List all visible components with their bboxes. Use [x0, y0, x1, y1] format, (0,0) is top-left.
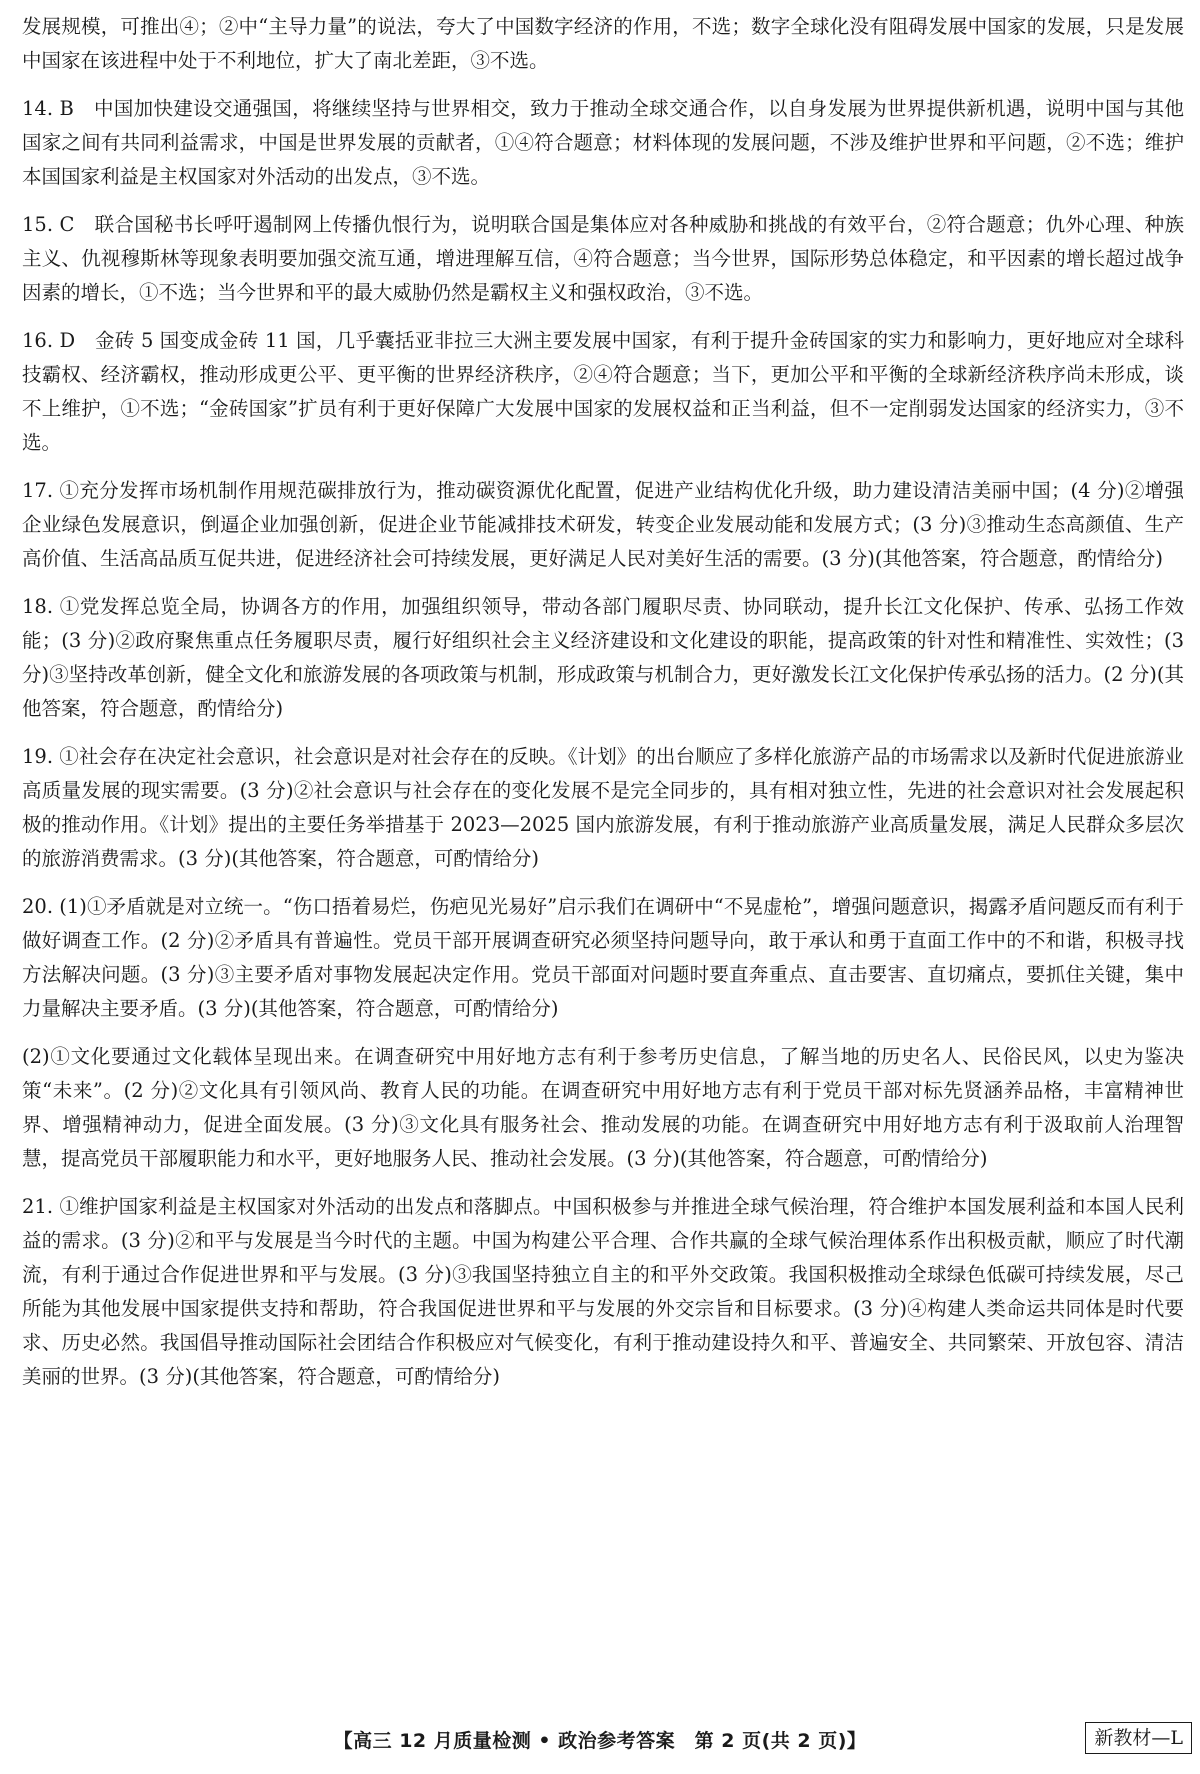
edition-badge: 新教材—L: [1085, 1722, 1192, 1754]
answer-14: 14. B 中国加快建设交通强国，将继续坚持与世界相交，致力于推动全球交通合作，以自身发展为世界提供新机遇，说明中国与其他国家之间有共同利益需求，中国是世界发展的贡献者，①④符合题意；材料体现的发展问题，不涉及维护世界和平问题，②不选；维护本国国家利益是主权国家对外活动的出发点，③不选。: [22, 97, 1184, 188]
answer-17: 17. ①充分发挥市场机制作用规范碳排放行为，推动碳资源优化配置，促进产业结构优化升级，助力建设清洁美丽中国；(4 分)②增强企业绿色发展意识，倒逼企业加强创新，促进企业节能减排技术研发，转变企业发展动能和发展方式；(3 分)③推动生态高颜值、生产高价值、生活高品质互促共进，促进经济社会可持续发展，更好满足人民对美好生活的需要。(3 分)(其他答案，符合题意，酌情给分): [22, 479, 1184, 570]
answer-20-part-1: 20. (1)①矛盾就是对立统一。“伤口捂着易烂，伤疤见光易好”启示我们在调研中“不晃虚枪”，增强问题意识，揭露矛盾问题反而有利于做好调查工作。(2 分)②矛盾具有普遍性。党员干部开展调查研究必须坚持问题导向，敢于承认和勇于直面工作中的不和谐，积极寻找方法解决问题。(3 分)③主要矛盾对事物发展起决定作用。党员干部面对问题时要直奔重点、直击要害、直切痛点，要抓住关键，集中力量解决主要矛盾。(3 分)(其他答案，符合题意，可酌情给分): [22, 895, 1184, 1020]
page-footer: [0, 1722, 1200, 1758]
answer-16: 16. D 金砖 5 国变成金砖 11 国，几乎囊括亚非拉三大洲主要发展中国家，有利于提升金砖国家的实力和影响力，更好地应对全球科技霸权、经济霸权，推动形成更公平、更平衡的世界经济秩序，②④符合题意；当下，更加公平和平衡的全球新经济秩序尚未形成，谈不上维护，①不选；“金砖国家”扩员有利于更好保障广大发展中国家的发展权益和正当利益，但不一定削弱发达国家的经济实力，③不选。: [22, 329, 1184, 454]
answer-content: [22, 10, 1184, 1408]
answer-18: 18. ①党发挥总览全局，协调各方的作用，加强组织领导，带动各部门履职尽责、协同联动，提升长江文化保护、传承、弘扬工作效能；(3 分)②政府聚焦重点任务履职尽责，履行好组织社会主义经济建设和文化建设的职能，提高政策的针对性和精准性、实效性；(3 分)③坚持改革创新，健全文化和旅游发展的各项政策与机制，形成政策与机制合力，更好激发长江文化保护传承弘扬的活力。(2 分)(其他答案，符合题意，酌情给分): [22, 595, 1184, 720]
answer-13-continuation: 发展规模，可推出④；②中“主导力量”的说法，夸大了中国数字经济的作用，不选；数字全球化没有阻碍发展中国家的发展，只是发展中国家在该进程中处于不利地位，扩大了南北差距，③不选。: [22, 15, 1184, 72]
answer-20-part-2: (2)①文化要通过文化载体呈现出来。在调查研究中用好地方志有利于参考历史信息，了解当地的历史名人、民俗民风，以史为鉴决策“未来”。(2 分)②文化具有引领风尚、教育人民的功能。在调查研究中用好地方志有利于党员干部对标先贤涵养品格，丰富精神世界、增强精神动力，促进全面发展。(3 分)③文化具有服务社会、推动发展的功能。在调查研究中用好地方志有利于汲取前人治理智慧，提高党员干部履职能力和水平，更好地服务人民、推动社会发展。(3 分)(其他答案，符合题意，可酌情给分): [22, 1045, 1184, 1170]
answer-21: 21. ①维护国家利益是主权国家对外活动的出发点和落脚点。中国积极参与并推进全球气候治理，符合维护本国发展利益和本国人民利益的需求。(3 分)②和平与发展是当今时代的主题。中国为构建公平合理、合作共赢的全球气候治理体系作出积极贡献，顺应了时代潮流，有利于通过合作促进世界和平与发展。(3 分)③我国坚持独立自主的和平外交政策。我国积极推动全球绿色低碳可持续发展，尽己所能为其他发展中国家提供支持和帮助，符合我国促进世界和平与发展的外交宗旨和目标要求。(3 分)④构建人类命运共同体是时代要求、历史必然。我国倡导推动国际社会团结合作积极应对气候变化，有利于推动建设持久和平、普遍安全、共同繁荣、开放包容、清洁美丽的世界。(3 分)(其他答案，符合题意，可酌情给分): [22, 1195, 1184, 1388]
footer-title: 【高三 12 月质量检测 • 政治参考答案 第 2 页(共 2 页)】: [333, 1730, 867, 1752]
answer-19: 19. ①社会存在决定社会意识，社会意识是对社会存在的反映。《计划》的出台顺应了多样化旅游产品的市场需求以及新时代促进旅游业高质量发展的现实需要。(3 分)②社会意识与社会存在的变化发展不是完全同步的，具有相对独立性，先进的社会意识对社会发展起积极的推动作用。《计划》提出的主要任务举措基于 2023—2025 国内旅游发展，有利于推动旅游产业高质量发展，满足人民群众多层次的旅游消费需求。(3 分)(其他答案，符合题意，可酌情给分): [22, 745, 1184, 870]
answer-15: 15. C 联合国秘书长呼吁遏制网上传播仇恨行为，说明联合国是集体应对各种威胁和挑战的有效平台，②符合题意；仇外心理、种族主义、仇视穆斯林等现象表明要加强交流互通，增进理解互信，④符合题意；当今世界，国际形势总体稳定，和平因素的增长超过战争因素的增长，①不选；当今世界和平的最大威胁仍然是霸权主义和强权政治，③不选。: [22, 213, 1184, 304]
